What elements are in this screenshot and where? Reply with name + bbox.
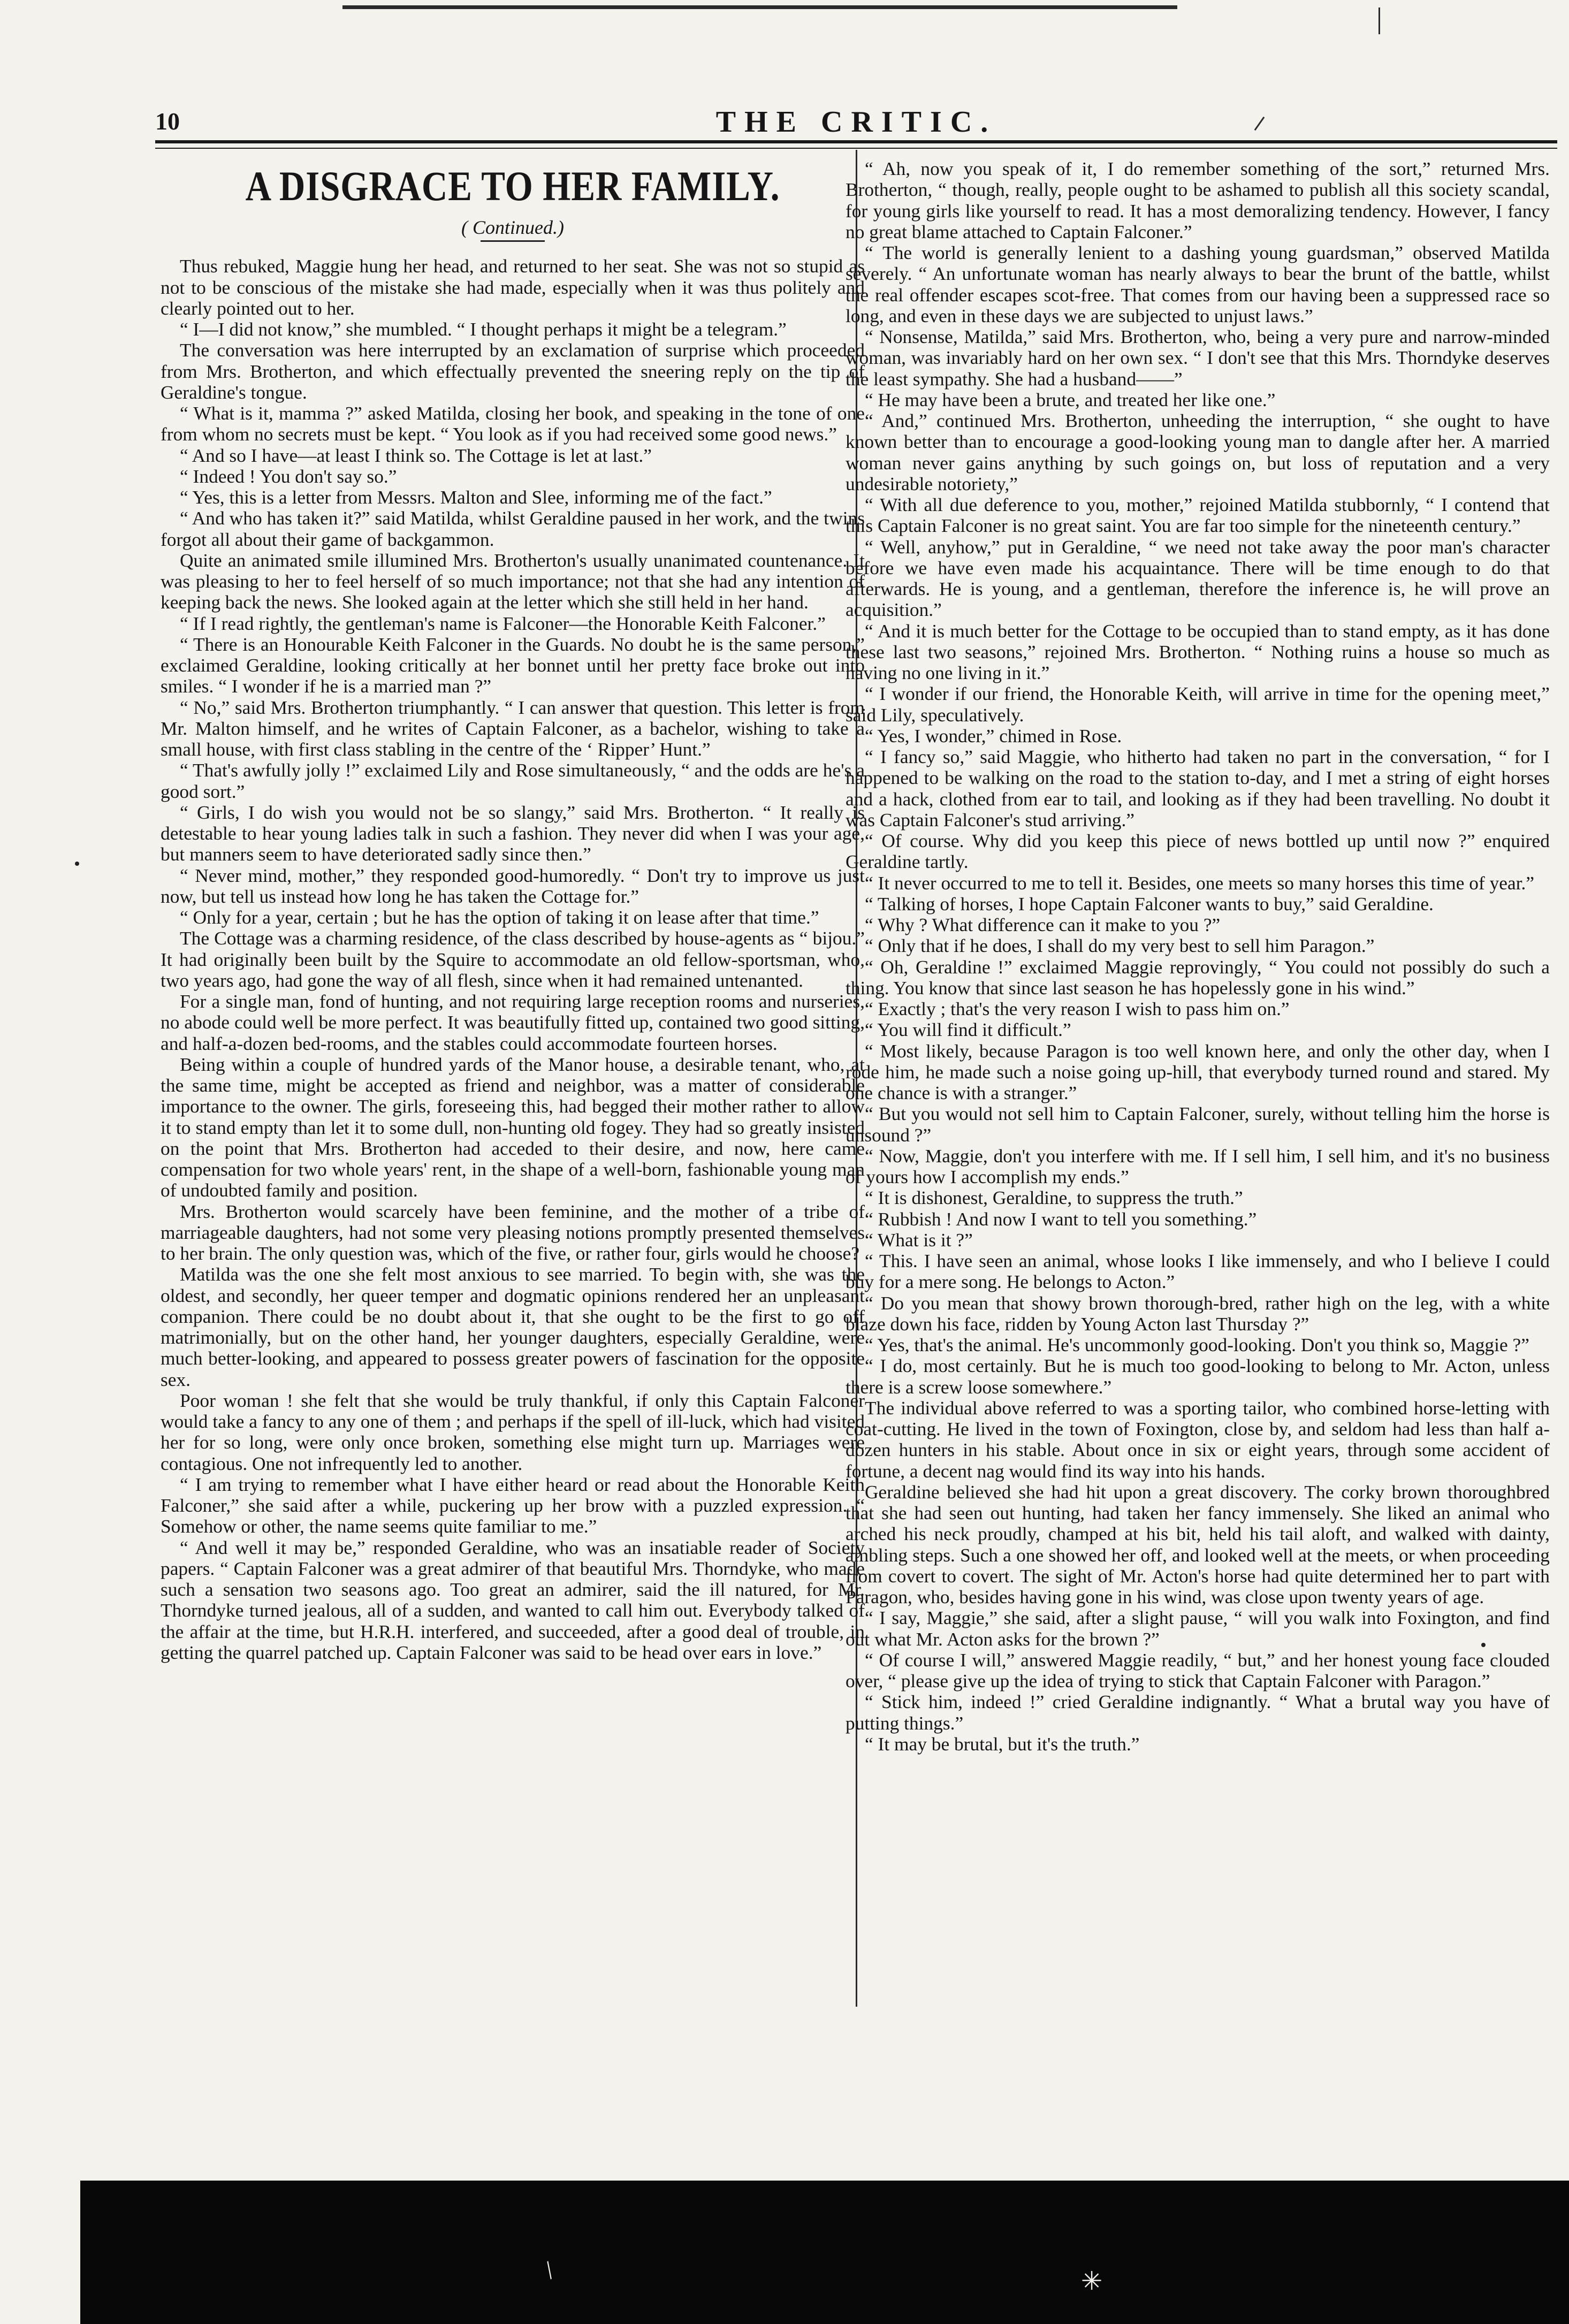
article-paragraph: “ It may be brutal, but it's the truth.”: [865, 1733, 1140, 1755]
article-paragraph: The individual above referred to was a sporting tailor, who combined horse-letting with coat-cutting. He lived in the town of Foxington, close by, and seldom had less than half a-dozen hunters in his stable. About once in six or eight years, through some accident of fortune, a decent nag would find its way into his hands.: [846, 1397, 1550, 1482]
article-paragraph: “ Most likely, because Paragon is too well known here, and only the other day, when I rode him, he made such a noise going up-hill, that everybody turned round and stared. My one chance is with a stranger.”: [846, 1040, 1550, 1103]
article-paragraph: “ I wonder if our friend, the Honorable Keith, will arrive in time for the opening meet,” said Lily, speculatively.: [846, 683, 1550, 726]
article-paragraph: Quite an animated smile illumined Mrs. Brotherton's usually unanimated countenance. It was pleasing to her to feel herself of so much importance; not that she had any intention of keeping back the news. She looked again at the letter which she still held in her hand.: [161, 549, 865, 613]
right-column: [846, 158, 1550, 1755]
article-paragraph: Being within a couple of hundred yards of the Manor house, a desirable tenant, who, at the same time, might be accepted as friend and neighbor, was a matter of considerable importance to the owner. The girls, foreseeing this, had begged their mother rather to allow it to stand empty than let it to some dull, non-hunting old fogey. They had so greatly insisted on the point that Mrs. Brotherton had acceded to their desire, and now, here came compensation for two whole years' rent, in the shape of a well-born, fashionable young man of undoubted family and position.: [161, 1053, 865, 1201]
article-paragraph: Geraldine believed she had hit upon a great discovery. The corky brown thoroughbred that she had seen out hunting, had taken her fancy immensely. She liked an animal who arched his neck proudly, champed at his bit, held his tail aloft, and walked with dainty, ambling steps. Such a one showed her off, and looked well at the meets, or when proceeding from covert to covert. The sight of Mr. Acton's horse had quite determined her to part with Paragon, who, besides having gone in his wind, was close upon twenty years of age.: [846, 1481, 1550, 1607]
article-paragraph: “ I fancy so,” said Maggie, who hitherto had taken no part in the conversation, “ for I happened to be walking on the road to the station to-day, and I met a string of eight horses and a hack, clothed from ear to tail, and looking as if they had been travelling. No doubt it was Captain Falconer's stud arriving.”: [846, 746, 1550, 830]
scan-speck: [1481, 1643, 1486, 1647]
article-paragraph: “ Girls, I do wish you would not be so slangy,” said Mrs. Brotherton. “ It really is detestable to hear young ladies talk in such a fashion. They never did when I was your age, but manners seem to have deteriorated sadly since then.”: [161, 801, 865, 865]
article-paragraph: Matilda was the one she felt most anxious to see married. To begin with, she was the oldest, and secondly, her queer temper and dogmatic opinions rendered her an unpleasant companion. There could be no doubt about it, that she ought to be the first to go off matrimonially, but on the other hand, her younger daughters, especially Geraldine, were much better-looking, and appeared to possess greater powers of fascination for the opposite sex.: [161, 1263, 865, 1390]
article-paragraph: “ The world is generally lenient to a dashing young guardsman,” observed Matilda severely. “ An unfortunate woman has nearly always to bear the brunt of the battle, whilst the real offender escapes scot-free. That comes from our having been a suppressed race so long, and even in these days we are subjected to unjust laws.”: [846, 242, 1550, 326]
article-paragraph: “ You will find it difficult.”: [865, 1019, 1071, 1041]
article-paragraph: For a single man, fond of hunting, and not requiring large reception rooms and nurseries, no abode could well be more perfect. It was beautifully fitted up, contained two good sitting, and half-a-dozen bed-rooms, and the stables could accommodate fourteen horses.: [161, 990, 865, 1054]
article-paragraph: “ With all due deference to you, mother,” rejoined Matilda stubbornly, “ I contend that this Captain Falconer is no great saint. You are far too simple for the nineteenth century.”: [846, 494, 1550, 537]
header-rule-thick: [155, 140, 1557, 143]
article-paragraph: “ And well it may be,” responded Geraldine, who was an insatiable reader of Society papers. “ Captain Falconer was a great admirer of that beautiful Mrs. Thorndyke, who made such a sensation two seasons ago. Too great an admirer, said the ill natured, for Mr. Thorndyke turned jealous, all of a sudden, and wanted to call him out. Everybody talked of the affair at the time, but H.R.H. interfered, and succeeded, after a good deal of trouble, in getting the quarrel patched up. Captain Falconer was said to be head over ears in love.”: [161, 1536, 865, 1663]
article-paragraph: “ It never occurred to me to tell it. Besides, one meets so many horses this time of year.”: [865, 872, 1535, 894]
article-paragraph: “ I am trying to remember what I have either heard or read about the Honorable Keith Falconer,” she said after a while, puckering up her brow with a puzzled expression. “ Somehow or other, the name seems quite familiar to me.”: [161, 1473, 865, 1537]
masthead: THE CRITIC.: [715, 105, 997, 139]
article-paragraph: “ Now, Maggie, don't you interfere with me. If I sell him, I sell him, and it's no business of yours how I accomplish my ends.”: [846, 1145, 1550, 1187]
article-paragraph: “ Why ? What difference can it make to you ?”: [865, 914, 1221, 935]
article-paragraph: “ Of course. Why did you keep this piece of news bottled up until now ?” enquired Geraldine tartly.: [846, 830, 1550, 873]
article-paragraph: “ If I read rightly, the gentleman's name is Falconer—the Honorable Keith Falconer.”: [180, 612, 826, 634]
article-paragraph: “ Of course I will,” answered Maggie readily, “ but,” and her honest young face clouded over, “ please give up the idea of trying to stick that Captain Falconer with Paragon.”: [846, 1649, 1550, 1691]
article-paragraph: “ And,” continued Mrs. Brotherton, unheeding the interruption, “ she ought to have known better than to encourage a good-looking young man to dangle after her. A married woman never gains anything by such goings on, but loss of reputation and a very undesirable notoriety,”: [846, 410, 1550, 494]
edge-tick: [1378, 7, 1380, 34]
article-paragraph: “ Yes, I wonder,” chimed in Rose.: [865, 725, 1122, 746]
page-header: [155, 107, 1557, 139]
scan-margin-band: [80, 2181, 1569, 2324]
article-paragraph: “ Only that if he does, I shall do my very best to sell him Paragon.”: [865, 935, 1375, 957]
article-paragraph: “ Well, anyhow,” put in Geraldine, “ we need not take away the poor man's character before we have even made his acquaintance. There will be time enough to do that afterwards. He is young, and a gentleman, therefore the inference is, he will prove an acquisition.”: [846, 536, 1550, 621]
scan-speck: [75, 862, 79, 866]
left-column: [161, 158, 865, 1663]
article-paragraph: “ Yes, that's the animal. He's uncommonly good-looking. Don't you think so, Maggie ?”: [865, 1334, 1529, 1355]
right-column-body: [846, 158, 1550, 1755]
header-rule-thin: [155, 148, 1557, 149]
continued-note: ( Continued.): [461, 217, 564, 238]
article-paragraph: “ Do you mean that showy brown thorough-bred, rather high on the leg, with a white blaze down his face, ridden by Young Acton last Thursday ?”: [846, 1292, 1550, 1335]
article-paragraph: “ Talking of horses, I hope Captain Falconer wants to buy,” said Geraldine.: [865, 893, 1434, 915]
article-paragraph: The Cottage was a charming residence, of the class described by house-agents as “ bijou.” It had originally been built by the Squire to accommodate an old fellow-sportsman, who, two years ago, had gone the way of all flesh, since when it had remained untenanted.: [161, 927, 865, 991]
article-paragraph: “ No,” said Mrs. Brotherton triumphantly. “ I can answer that question. This letter is from Mr. Malton himself, and he writes of Captain Falconer, as a bachelor, wishing to take a small house, with first class stabling in the centre of the ‘ Ripper’ Hunt.”: [161, 696, 865, 760]
article-paragraph: Mrs. Brotherton would scarcely have been feminine, and the mother of a tribe of marriageable daughters, had not some very pleasing notions promptly presented themselves to her brain. The only question was, which of the five, or rather four, girls would he choose?: [161, 1200, 865, 1264]
article-paragraph: “ Stick him, indeed !” cried Geraldine indignantly. “ What a brutal way you have of putting things.”: [846, 1691, 1550, 1734]
article-title: A DISGRACE TO HER FAMILY.: [245, 163, 780, 209]
article-paragraph: “ Never mind, mother,” they responded good-humoredly. “ Don't try to improve us just now, but tell us instead how long he has taken the Cottage for.”: [161, 864, 865, 907]
article-paragraph: “ I do, most certainly. But he is much too good-looking to belong to Mr. Acton, unless there is a screw loose somewhere.”: [846, 1355, 1550, 1398]
article-paragraph: Thus rebuked, Maggie hung her head, and returned to her seat. She was not so stupid as not to be conscious of the mistake she had made, especially when it was thus politely and clearly pointed out to her.: [161, 255, 865, 319]
article-paragraph: “ Indeed ! You don't say so.”: [180, 465, 397, 487]
article-paragraph: “ But you would not sell him to Captain Falconer, surely, without telling him the horse is unsound ?”: [846, 1103, 1550, 1146]
article-paragraph: “ Only for a year, certain ; but he has the option of taking it on lease after that time.”: [180, 906, 819, 928]
article-paragraph: “ I—I did not know,” she mumbled. “ I thought perhaps it might be a telegram.”: [180, 318, 787, 340]
top-edge-rule: [342, 5, 1177, 9]
article-paragraph: “ And it is much better for the Cottage to be occupied than to stand empty, as it has done these last two seasons,” rejoined Mrs. Brotherton. “ Nothing ruins a house so much as having no one living in it.”: [846, 620, 1550, 683]
article-paragraph: “ Oh, Geraldine !” exclaimed Maggie reprovingly, “ You could not possibly do such a thing. You know that since last season he has hopelessly gone in his wind.”: [846, 956, 1550, 999]
article-paragraph: “ Ah, now you speak of it, I do remember something of the sort,” returned Mrs. Brotherton, “ though, really, people ought to be ashamed to publish all this society scandal, for young girls like yourself to read. It has a most demoralizing tendency. However, I fancy no great blame attached to Captain Falconer.”: [846, 158, 1550, 242]
article-paragraph: “ Exactly ; that's the very reason I wish to pass him on.”: [865, 998, 1290, 1019]
article-paragraph: “ There is an Honourable Keith Falconer in the Guards. No doubt he is the same person,” exclaimed Geraldine, looking critically at her bonnet until her pretty face broke out into smiles. “ I wonder if he is a married man ?”: [161, 633, 865, 697]
article-paragraph: “ Nonsense, Matilda,” said Mrs. Brotherton, who, being a very pure and narrow-minded woman, was invariably hard on her own sex. “ I don't see that this Mrs. Thorndyke deserves the least sympathy. She had a husband——”: [846, 326, 1550, 390]
article-paragraph: “ And so I have—at least I think so. The Cottage is let at last.”: [180, 444, 652, 466]
left-column-body: [161, 256, 865, 1663]
scan-mark: ✳: [1081, 2267, 1103, 2296]
scan-mark: /: [539, 2256, 560, 2284]
article-paragraph: “ Yes, this is a letter from Messrs. Malton and Slee, informing me of the fact.”: [180, 486, 772, 508]
article-paragraph: “ And who has taken it?” said Matilda, whilst Geraldine paused in her work, and the twins forgot all about their game of backgammon.: [161, 507, 865, 550]
article-paragraph: “ What is it ?”: [865, 1229, 973, 1251]
article-paragraph: “ He may have been a brute, and treated her like one.”: [865, 388, 1276, 410]
title-rule: [481, 240, 545, 242]
article-paragraph: “ It is dishonest, Geraldine, to suppress the truth.”: [865, 1187, 1243, 1209]
page-number: 10: [155, 108, 180, 135]
article-paragraph: The conversation was here interrupted by an exclamation of surprise which proceeded from Mrs. Brotherton, and which effectually prevented the sneering reply on the tip of Geraldine's tongue.: [161, 339, 865, 403]
article-paragraph: “ That's awfully jolly !” exclaimed Lily and Rose simultaneously, “ and the odds are he's a good sort.”: [161, 759, 865, 802]
article-paragraph: “ I say, Maggie,” she said, after a slight pause, “ will you walk into Foxington, and find out what Mr. Acton asks for the brown ?”: [846, 1607, 1550, 1650]
article-paragraph: Poor woman ! she felt that she would be truly thankful, if only this Captain Falconer would take a fancy to any one of them ; and perhaps if the spell of ill-luck, which had visited her for so long, were only once broken, something else might turn up. Marriages were contagious. One not infrequently led to another.: [161, 1389, 865, 1474]
article-paragraph: “ What is it, mamma ?” asked Matilda, closing her book, and speaking in the tone of one from whom no secrets must be kept. “ You look as if you had received some good news.”: [161, 402, 865, 445]
article-paragraph: “ This. I have seen an animal, whose looks I like immensely, and who I believe I could buy for a mere song. He belongs to Acton.”: [846, 1250, 1550, 1293]
article-paragraph: “ Rubbish ! And now I want to tell you something.”: [865, 1208, 1257, 1230]
